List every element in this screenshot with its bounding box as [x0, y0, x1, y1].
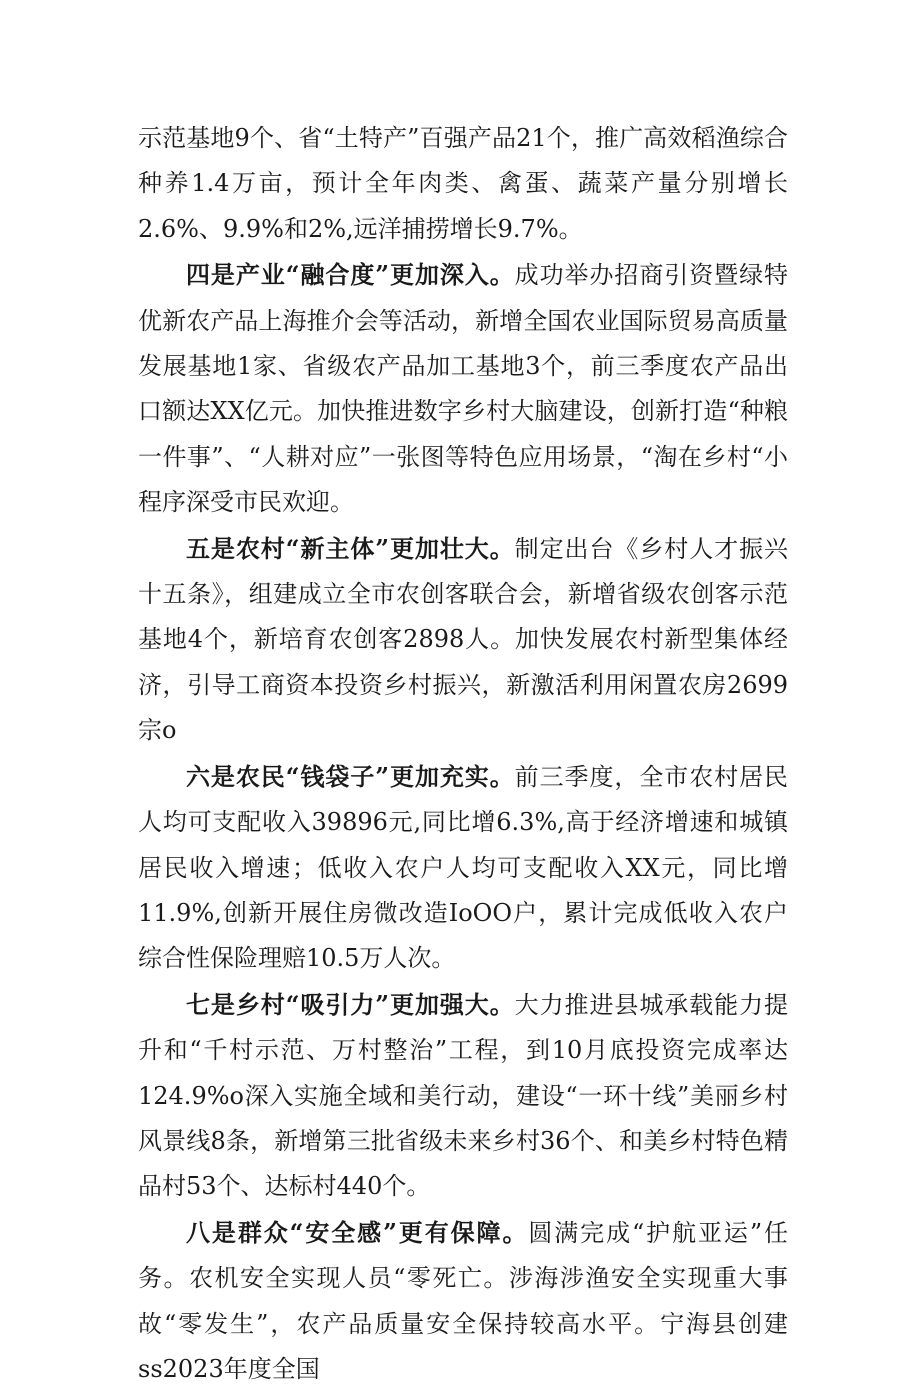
paragraph-lead: 五是农村“新主体”更加壮大。	[186, 533, 515, 563]
paragraph-body: 圆满完成“护航亚运”任务。农机安全实现人员“零死亡。涉海涉渔安全实现重大事故“零发生”，农产品质量安全保持较高水平。宁海县创建ss2023年度全国	[138, 1218, 788, 1383]
paragraph-lead: 四是产业“融合度”更加深入。	[186, 260, 515, 290]
paragraph-lead: 七是乡村“吸引力”更加强大。	[186, 989, 515, 1019]
paragraph-lead: 八是群众“安全感”更有保障。	[186, 1217, 529, 1247]
paragraph-body: 前三季度，全市农村居民人均可支配收入39896元,同比增6.3%,高于经济增速和城镇居民收入增速；低收入农户人均可支配收入XX元，同比增11.9%,创新开展住房微改造IoOO户，累计完成低收入农户综合性保险理赔10.5万人次。	[138, 762, 789, 973]
paragraph-body: 示范基地9个、省“土特产”百强产品21个，推广高效稻渔综合种养1.4万亩，预计全年肉类、禽蛋、蔬菜产量分别增长2.6%、9.9%和2%,远洋捕捞增长9.7%。	[138, 124, 788, 243]
paragraph-continuation	[138, 116, 788, 252]
paragraph-lead: 六是农民“钱袋子”更加充实。	[186, 761, 515, 791]
paragraph-new-entities	[138, 526, 788, 754]
paragraph-body: 制定出台《乡村人才振兴十五条》，组建成立全市农创客联合会，新增省级农创客示范基地4个，新培育农创客2898人。加快发展农村新型集体经济，引导工商资本投资乡村振兴，新激活利用闲置农房2699宗o	[138, 534, 789, 745]
document-body	[138, 116, 788, 1392]
paragraph-rural-attraction	[138, 982, 788, 1210]
paragraph-body: 大力推进县城承载能力提升和“千村示范、万村整治”工程，到10月底投资完成率达124.9%o深入实施全域和美行动，建设“一环十线”美丽乡村风景线8条，新增第三批省级未来乡村36个、和美乡村特色精品村53个、达标村440个。	[138, 990, 789, 1201]
paragraph-body: 成功举办招商引资暨绿特优新农产品上海推介会等活动，新增全国农业国际贸易高质量发展基地1家、省级农产品加工基地3个，前三季度农产品出口额达XX亿元。加快推进数字乡村大脑建设，创新打造“种粮一件事”、“人耕对应”一张图等特色应用场景，“淘在乡村“小程序深受市民欢迎。	[138, 261, 789, 517]
paragraph-farmer-income	[138, 754, 788, 982]
paragraph-industry-integration	[138, 252, 788, 525]
